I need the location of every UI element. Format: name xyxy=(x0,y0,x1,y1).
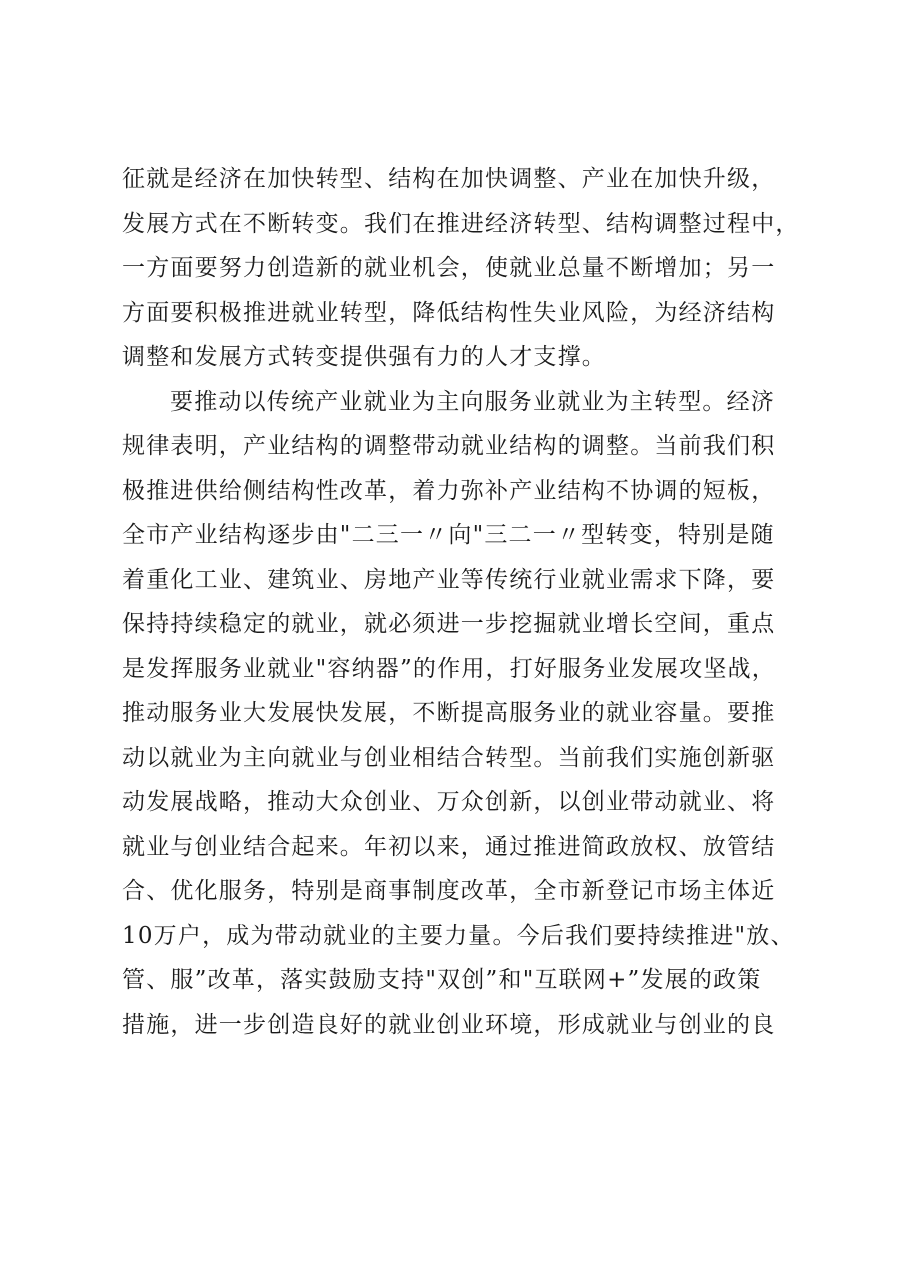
body-text xyxy=(122,157,812,1047)
text-line: 管、服”改革，落实鼓励支持"双创”和"互联网+”发展的政策 xyxy=(122,967,762,993)
text-line: 保持持续稳定的就业，就必须进一步挖掘就业增长空间，重点 xyxy=(122,611,776,637)
text-line: 合、优化服务，特别是商事制度改革，全市新登记市场主体近 xyxy=(122,878,776,904)
text-line: 10万户，成为带动就业的主要力量。今后我们要持续推进"放、 xyxy=(122,922,795,949)
text-line: 规律表明，产业结构的调整带动就业结构的调整。当前我们积 xyxy=(122,433,776,459)
text-line: 动以就业为主向就业与创业相结合转型。当前我们实施创新驱 xyxy=(122,744,776,771)
text-line: 一方面要努力创造新的就业机会，使就业总量不断增加；另一 xyxy=(122,255,776,281)
text-line: 就业与创业结合起来。年初以来，通过推进简政放权、放管结 xyxy=(122,833,776,860)
text-line: 方面要积极推进就业转型，降低结构性失业风险，为经济结构 xyxy=(122,299,776,326)
text-line: 征就是经济在加快转型、结构在加快调整、产业在加快升级， xyxy=(122,166,776,192)
text-line: 调整和发展方式转变提供强有力的人才支撑。 xyxy=(122,344,606,370)
text-line: 推动服务业大发展快发展，不断提高服务业的就业容量。要推 xyxy=(122,700,776,726)
text-line: 发展方式在不断转变。我们在推进经济转型、结构调整过程中， xyxy=(122,210,800,237)
text-line: 着重化工业、建筑业、房地产业等传统行业就业需求下降，要 xyxy=(122,566,776,593)
text-line: 是发挥服务业就业"容纳器”的作用，打好服务业发展攻坚战， xyxy=(122,655,776,682)
text-line: 动发展战略，推动大众创业、万众创新，以创业带动就业、将 xyxy=(122,789,776,815)
paragraph-first-line: 要推动以传统产业就业为主向服务业就业为主转型。经济 xyxy=(170,388,775,415)
text-line: 极推进供给侧结构性改革，着力弥补产业结构不协调的短板， xyxy=(122,477,776,504)
text-line: 措施，进一步创造良好的就业创业环境，形成就业与创业的良 xyxy=(122,1011,776,1038)
text-line: 全市产业结构逐步由"二三一〃向"三二一〃型转变，特别是随 xyxy=(122,522,775,548)
